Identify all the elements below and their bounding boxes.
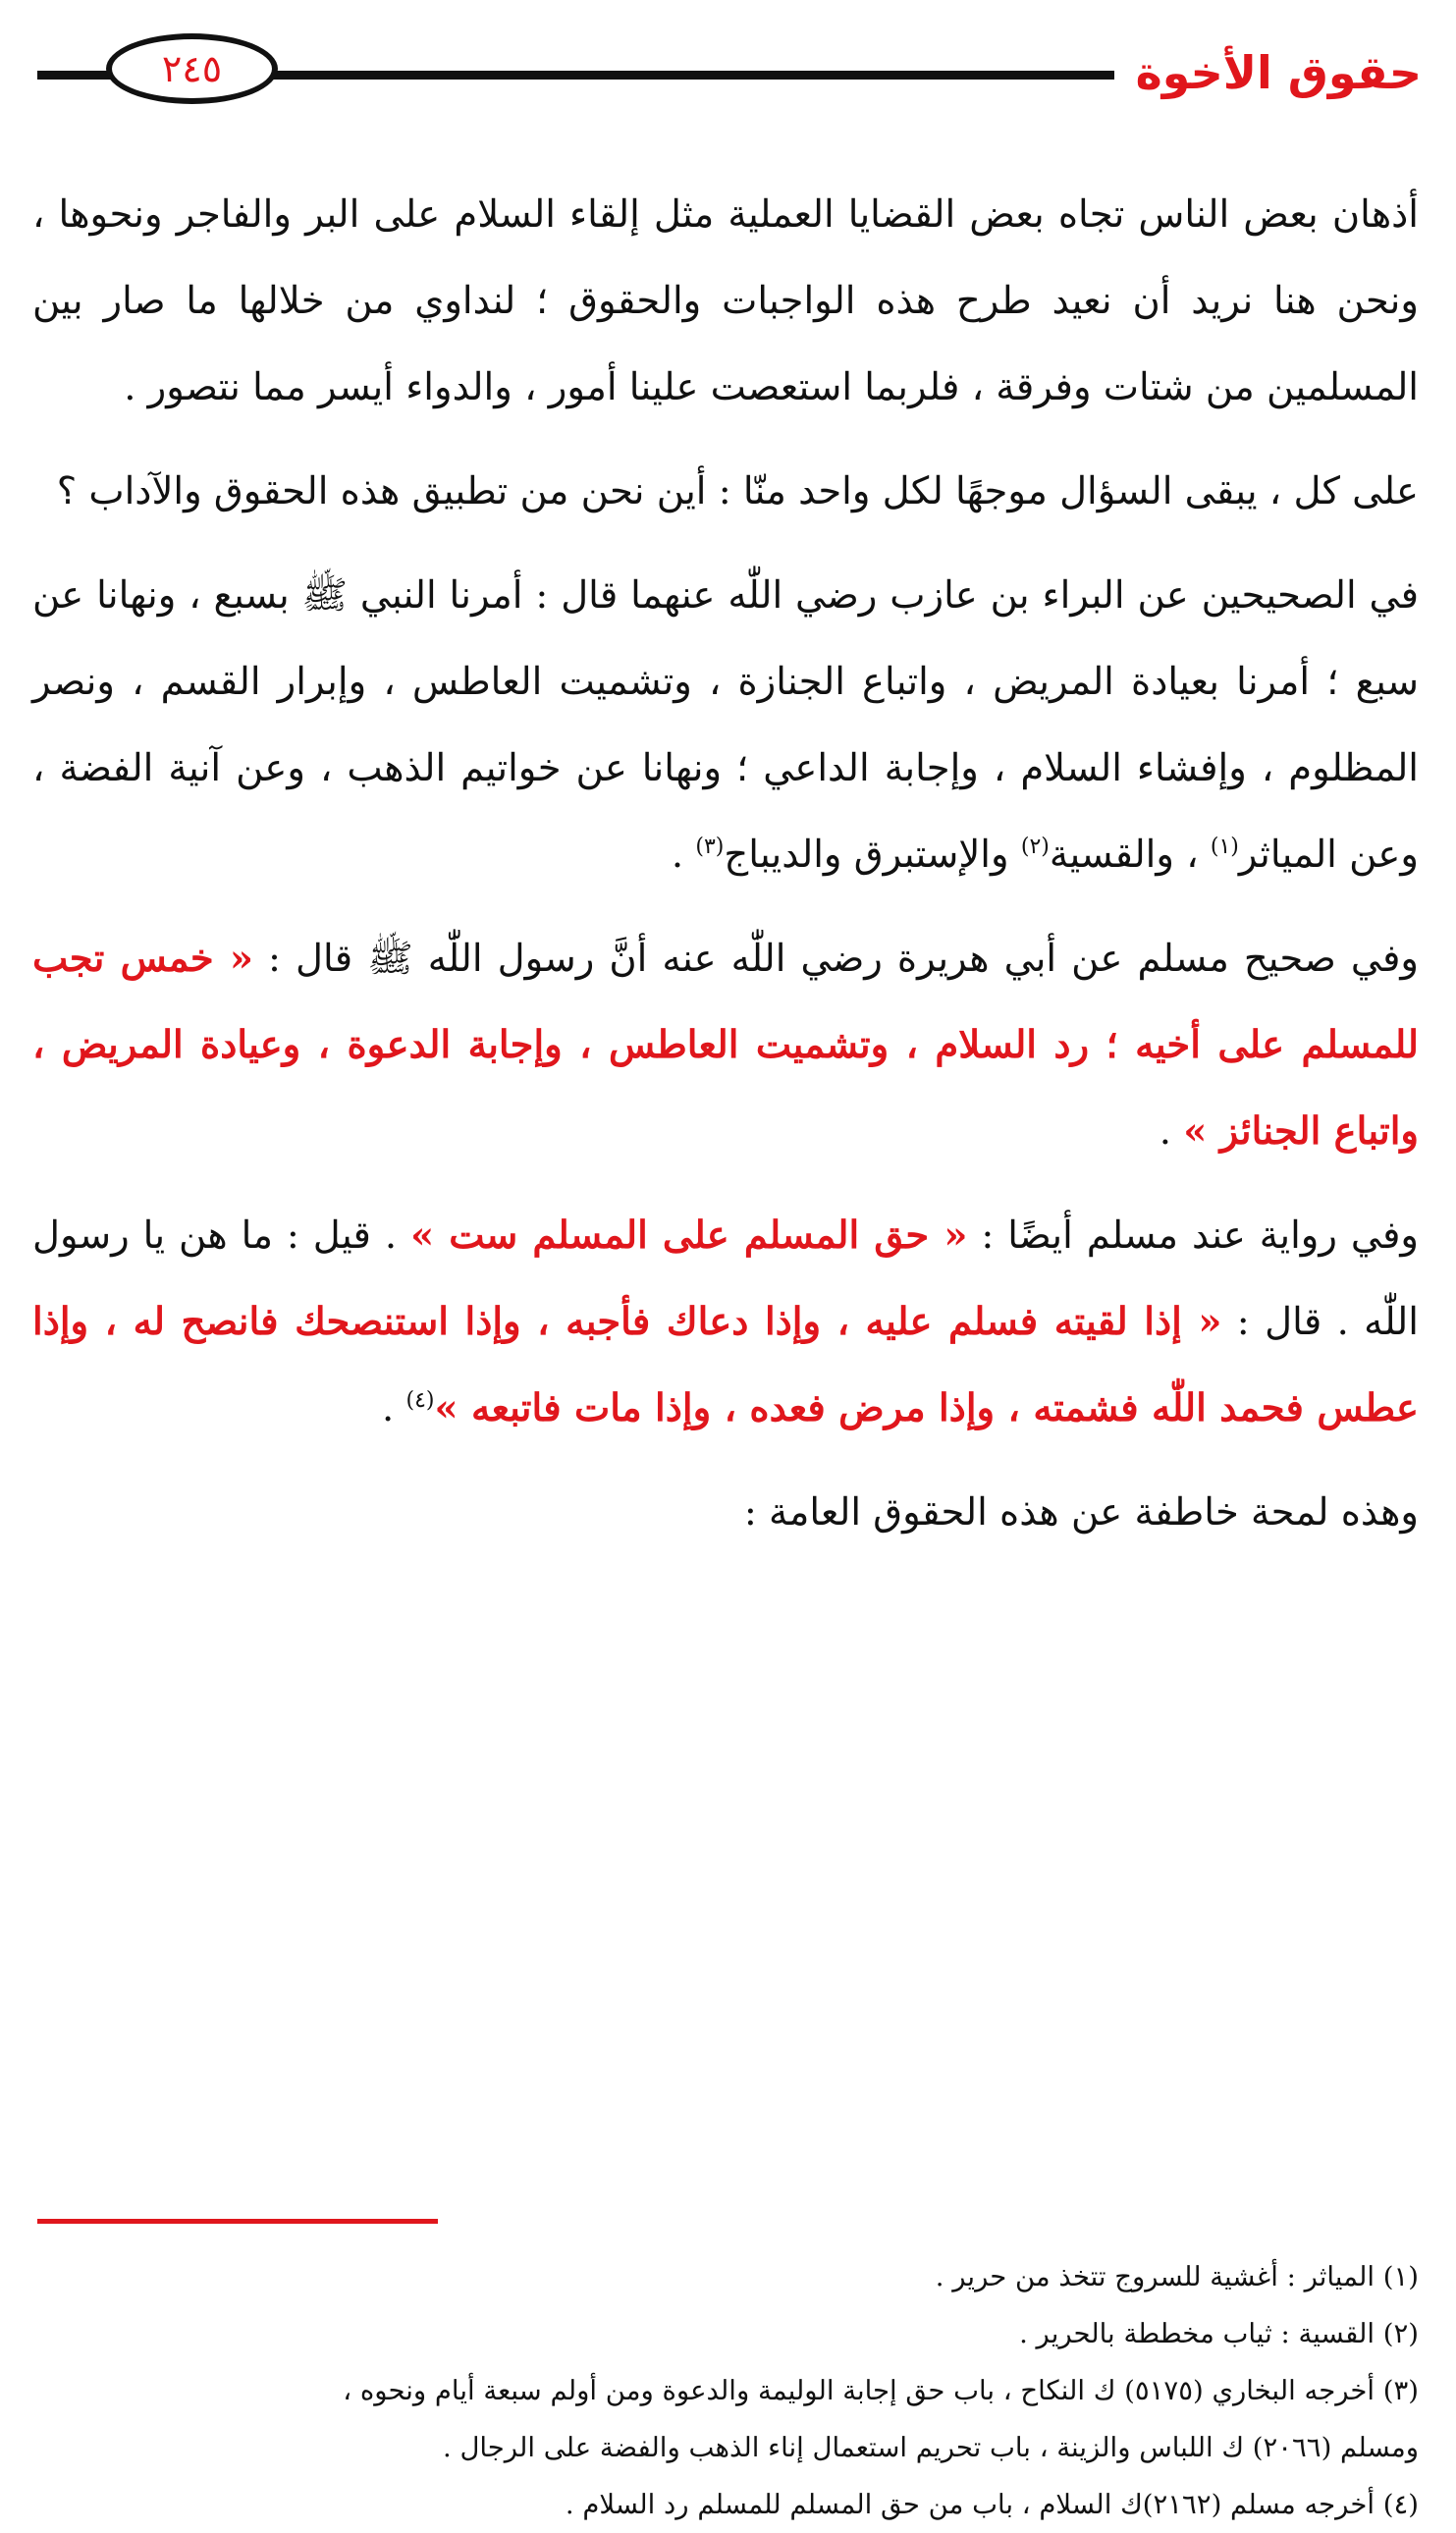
page-header (37, 27, 1422, 121)
footnote-ref-1: (١) (1210, 835, 1239, 859)
hadith-six-rights-detail: « إذا لقيته فسلم عليه ، وإذا دعاك فأجبه ، وإذا استنصحك فانصح له ، وإذا عطس فحمد اللّٰه فشمته ، وإذا مرض فعده ، وإذا مات فاتبعه » (32, 1300, 1419, 1430)
paragraph-3-end: . (671, 833, 696, 877)
footnote-3-continued: ومسلم (٢٠٦٦) ك اللباس والزينة ، باب تحريم استعمال إناء الذهب والفضة على الرجال . (442, 2432, 1419, 2463)
paragraph-4-intro: وفي صحيح مسلم عن أبي هريرة رضي اللّٰه عنه أنَّ رسول اللّٰه ﷺ قال : (253, 937, 1419, 981)
hadith-five-rights: « خمس تجب للمسلم على أخيه ؛ رد السلام ، وتشميت العاطس ، وإجابة الدعوة ، وعيادة المريض ، واتباع الجنائز » (32, 937, 1419, 1154)
hadith-six-rights: « حق المسلم على المسلم ست » (410, 1213, 968, 1258)
paragraph-3-text: في الصحيحين عن البراء بن عازب رضي اللّٰه عنهما قال : أمرنا النبي ﷺ بسبع ، ونهانا عن سبع ؛ أمرنا بعيادة المريض ، واتباع الجنازة ، وتشميت العاطس ، وإبرار القسم ، ونصر المظلوم ، وإفشاء السلام ، وإجابة الداعي ؛ ونهانا عن خواتيم الذهب ، وعن آنية الفضة ، وعن المياثر (32, 573, 1419, 877)
paragraph-4 (32, 916, 1419, 1175)
paragraph-5-intro: وفي رواية عند مسلم أيضًا : (967, 1213, 1419, 1258)
paragraph-5 (32, 1193, 1419, 1452)
footnote-ref-3: (٣) (695, 835, 725, 859)
footnote-4: (٤) أخرجه مسلم (٢١٦٢)ك السلام ، باب من حق المسلم للمسلم رد السلام . (565, 2489, 1419, 2520)
footnote-3: (٣) أخرجه البخاري (٥١٧٥) ك النكاح ، باب حق إجابة الوليمة والدعوة ومن أولم سبعة أيام ونحوه ، (343, 2375, 1419, 2406)
footnote-separator (37, 2219, 438, 2224)
paragraph-5-end: . (381, 1386, 406, 1430)
paragraph-3-mid-1: ، والقسية (1049, 833, 1211, 877)
footnote-1: (١) المياثر : أغشية للسروج تتخذ من حرير . (935, 2261, 1419, 2292)
footnote-ref-4: (٤) (405, 1388, 435, 1413)
paragraph-1: أذهان بعض الناس تجاه بعض القضايا العملية مثل إلقاء السلام على البر والفاجر ونحوها ، ونحن هنا نريد أن نعيد طرح هذه الواجبات والحقوق ؛ لنداوي من خلالها ما صار بين المسلمين من شتات وفرقة ، فلربما استعصت علينا أمور ، والدواء أيسر مما نتصور . (32, 192, 1419, 409)
page-number: ٢٤٥ (106, 33, 278, 104)
paragraph-4-end: . (1159, 1109, 1184, 1154)
paragraph-5-mid: . قيل : ما هن يا رسول اللّٰه . قال : (32, 1213, 1419, 1344)
paragraph-6: وهذه لمحة خاطفة عن هذه الحقوق العامة : (743, 1490, 1419, 1535)
footnote-ref-2: (٢) (1020, 835, 1050, 859)
paragraph-3 (32, 553, 1419, 898)
paragraph-2: على كل ، يبقى السؤال موجهًا لكل واحد منّا : أين نحن من تطبيق هذه الحقوق والآداب ؟ (56, 469, 1419, 513)
paragraph-3-mid-2: والإستبرق والديباج (724, 833, 1021, 877)
main-text (32, 172, 1419, 1556)
footnotes (32, 2248, 1419, 2533)
book-title: حقوق الأخوة (1114, 41, 1422, 104)
footnote-2: (٢) القسية : ثياب مخططة بالحرير . (1019, 2318, 1419, 2349)
